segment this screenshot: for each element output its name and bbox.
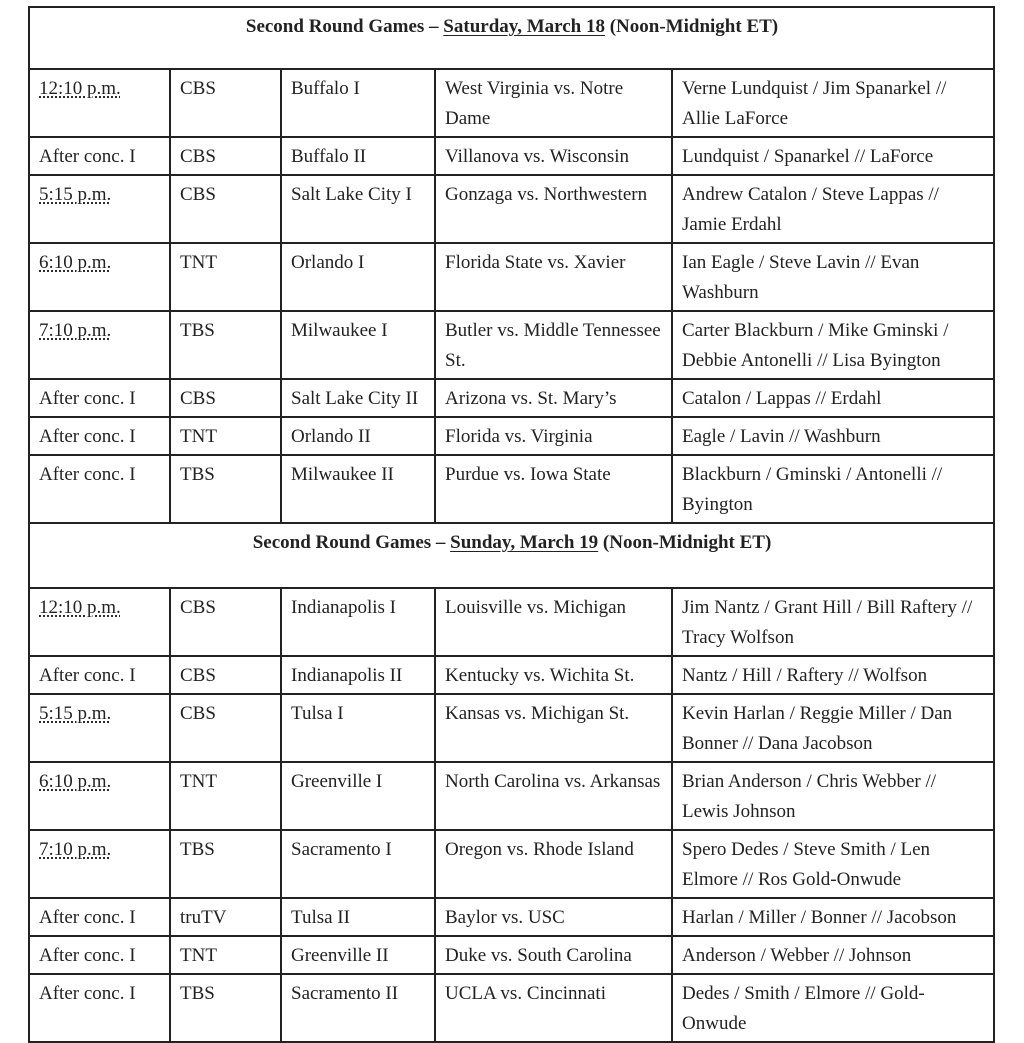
table-row — [29, 936, 994, 974]
announcers-cell: Lundquist / Spanarkel // LaForce — [672, 137, 994, 175]
section-header-sunday: Second Round Games – Sunday, March 19 (Noon-Midnight ET) — [29, 523, 994, 588]
time-cell — [29, 69, 170, 137]
site-cell: Greenville II — [281, 936, 435, 974]
time-cell — [29, 243, 170, 311]
time-value: 12:10 p.m. — [39, 78, 121, 99]
table-row — [29, 137, 994, 175]
site-cell: Greenville I — [281, 762, 435, 830]
section-header-saturday: Second Round Games – Saturday, March 18 (Noon-Midnight ET) — [29, 7, 994, 69]
site-cell: Salt Lake City I — [281, 175, 435, 243]
matchup-cell: Oregon vs. Rhode Island — [435, 830, 672, 898]
site-cell: Indianapolis II — [281, 656, 435, 694]
network-cell: CBS — [170, 694, 281, 762]
network-cell: TBS — [170, 311, 281, 379]
time-value: After conc. I — [39, 426, 136, 447]
announcers-cell: Catalon / Lappas // Erdahl — [672, 379, 994, 417]
announcers-cell: Andrew Catalon / Steve Lappas // Jamie Erdahl — [672, 175, 994, 243]
table-row — [29, 694, 994, 762]
matchup-cell: Gonzaga vs. Northwestern — [435, 175, 672, 243]
network-cell: CBS — [170, 69, 281, 137]
site-cell: Milwaukee II — [281, 455, 435, 523]
matchup-cell: North Carolina vs. Arkansas — [435, 762, 672, 830]
time-value: After conc. I — [39, 907, 136, 928]
network-cell: TNT — [170, 762, 281, 830]
table-row — [29, 588, 994, 656]
time-value: 6:10 p.m. — [39, 252, 112, 273]
announcers-cell: Blackburn / Gminski / Antonelli // Byington — [672, 455, 994, 523]
matchup-cell: Arizona vs. St. Mary’s — [435, 379, 672, 417]
site-cell: Buffalo I — [281, 69, 435, 137]
time-value: After conc. I — [39, 464, 136, 485]
announcers-cell: Ian Eagle / Steve Lavin // Evan Washburn — [672, 243, 994, 311]
matchup-cell: Kentucky vs. Wichita St. — [435, 656, 672, 694]
section-header-row — [29, 523, 994, 588]
table-row — [29, 379, 994, 417]
network-cell: CBS — [170, 137, 281, 175]
announcers-cell: Carter Blackburn / Mike Gminski / Debbie Antonelli // Lisa Byington — [672, 311, 994, 379]
matchup-cell: UCLA vs. Cincinnati — [435, 974, 672, 1042]
matchup-cell: Villanova vs. Wisconsin — [435, 137, 672, 175]
matchup-cell: West Virginia vs. Notre Dame — [435, 69, 672, 137]
header-date: Saturday, March 18 — [443, 16, 605, 37]
time-value: After conc. I — [39, 945, 136, 966]
time-value: 6:10 p.m. — [39, 771, 112, 792]
network-cell: CBS — [170, 175, 281, 243]
network-cell: truTV — [170, 898, 281, 936]
header-date: Sunday, March 19 — [450, 532, 599, 553]
announcers-cell: Dedes / Smith / Elmore // Gold-Onwude — [672, 974, 994, 1042]
time-cell — [29, 311, 170, 379]
broadcast-schedule-table — [28, 6, 995, 1043]
announcers-cell: Anderson / Webber // Johnson — [672, 936, 994, 974]
time-cell — [29, 137, 170, 175]
table-row — [29, 69, 994, 137]
announcers-cell: Nantz / Hill / Raftery // Wolfson — [672, 656, 994, 694]
matchup-cell: Louisville vs. Michigan — [435, 588, 672, 656]
time-value: 12:10 p.m. — [39, 597, 121, 618]
time-cell — [29, 974, 170, 1042]
table-row — [29, 311, 994, 379]
announcers-cell: Brian Anderson / Chris Webber // Lewis Johnson — [672, 762, 994, 830]
network-cell: TBS — [170, 455, 281, 523]
table-row — [29, 175, 994, 243]
table-row — [29, 417, 994, 455]
matchup-cell: Baylor vs. USC — [435, 898, 672, 936]
network-cell: CBS — [170, 379, 281, 417]
table-row — [29, 830, 994, 898]
matchup-cell: Butler vs. Middle Tennessee St. — [435, 311, 672, 379]
announcers-cell: Eagle / Lavin // Washburn — [672, 417, 994, 455]
matchup-cell: Kansas vs. Michigan St. — [435, 694, 672, 762]
announcers-cell: Kevin Harlan / Reggie Miller / Dan Bonner // Dana Jacobson — [672, 694, 994, 762]
time-value: After conc. I — [39, 983, 136, 1004]
time-cell — [29, 898, 170, 936]
time-cell — [29, 762, 170, 830]
network-cell: TBS — [170, 974, 281, 1042]
time-cell — [29, 379, 170, 417]
site-cell: Sacramento II — [281, 974, 435, 1042]
site-cell: Indianapolis I — [281, 588, 435, 656]
announcers-cell: Verne Lundquist / Jim Spanarkel // Allie LaForce — [672, 69, 994, 137]
site-cell: Salt Lake City II — [281, 379, 435, 417]
announcers-cell: Harlan / Miller / Bonner // Jacobson — [672, 898, 994, 936]
time-cell — [29, 417, 170, 455]
site-cell: Tulsa I — [281, 694, 435, 762]
table-row — [29, 243, 994, 311]
matchup-cell: Duke vs. South Carolina — [435, 936, 672, 974]
time-cell — [29, 175, 170, 243]
announcers-cell: Jim Nantz / Grant Hill / Bill Raftery // Tracy Wolfson — [672, 588, 994, 656]
time-value: 5:15 p.m. — [39, 703, 112, 724]
table-row — [29, 974, 994, 1042]
matchup-cell: Purdue vs. Iowa State — [435, 455, 672, 523]
time-value: 7:10 p.m. — [39, 320, 112, 341]
network-cell: TBS — [170, 830, 281, 898]
announcers-cell: Spero Dedes / Steve Smith / Len Elmore // Ros Gold-Onwude — [672, 830, 994, 898]
site-cell: Buffalo II — [281, 137, 435, 175]
network-cell: TNT — [170, 243, 281, 311]
table-row — [29, 898, 994, 936]
time-cell — [29, 830, 170, 898]
time-cell — [29, 936, 170, 974]
time-value: 5:15 p.m. — [39, 184, 112, 205]
site-cell: Sacramento I — [281, 830, 435, 898]
time-value: After conc. I — [39, 146, 136, 167]
site-cell: Tulsa II — [281, 898, 435, 936]
matchup-cell: Florida State vs. Xavier — [435, 243, 672, 311]
time-cell — [29, 455, 170, 523]
network-cell: TNT — [170, 936, 281, 974]
time-value: After conc. I — [39, 388, 136, 409]
site-cell: Milwaukee I — [281, 311, 435, 379]
matchup-cell: Florida vs. Virginia — [435, 417, 672, 455]
time-value: 7:10 p.m. — [39, 839, 112, 860]
table-row — [29, 762, 994, 830]
time-cell — [29, 694, 170, 762]
time-value: After conc. I — [39, 665, 136, 686]
section-header-row — [29, 7, 994, 69]
time-cell — [29, 588, 170, 656]
site-cell: Orlando II — [281, 417, 435, 455]
network-cell: CBS — [170, 656, 281, 694]
network-cell: TNT — [170, 417, 281, 455]
time-cell — [29, 656, 170, 694]
table-row — [29, 656, 994, 694]
table-row — [29, 455, 994, 523]
site-cell: Orlando I — [281, 243, 435, 311]
network-cell: CBS — [170, 588, 281, 656]
